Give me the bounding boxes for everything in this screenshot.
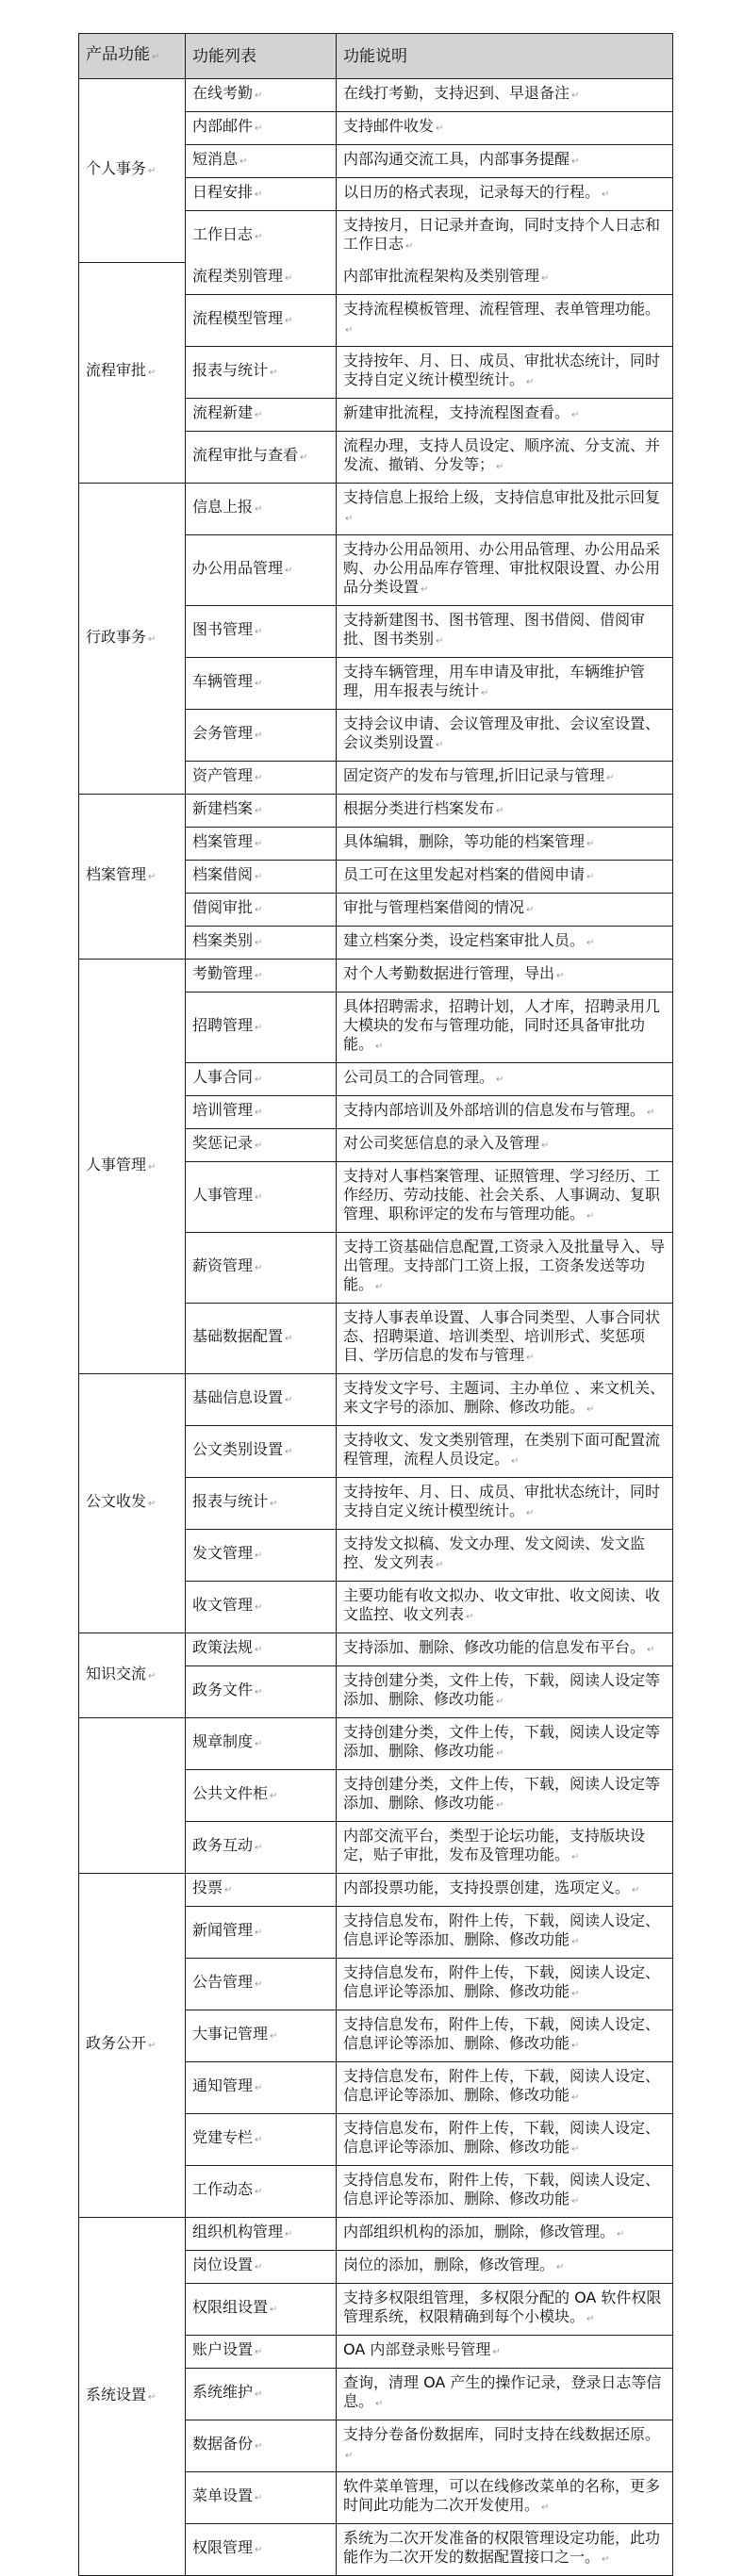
description-text: 支持创建分类，文件上传，下载，阅读人设定等添加、删除、修改功能 ↵ — [343, 1671, 660, 1708]
category-label: 行政事务 ↵ — [86, 628, 156, 646]
description-text: 支持信息发布，附件上传，下载，阅读人设定、信息评论等添加、删除、修改功能 ↵ — [343, 2067, 660, 2104]
description-text: 支持工资基础信息配置,工资录入及批量导入、导出管理。支持部门工资上报，工资条发送等功能。 ↵ — [343, 1238, 665, 1293]
description-text: 具体编辑，删除，等功能的档案管理 ↵ — [343, 832, 594, 850]
description-text: 支持信息发布，附件上传，下载，阅读人设定、信息评论等添加、删除、修改功能 ↵ — [343, 2015, 660, 2052]
feature-cell — [186, 211, 337, 263]
description-text: 内部沟通交流工具，内部事务提醒 ↵ — [343, 150, 579, 168]
category-label: 公文收发 ↵ — [86, 1492, 156, 1510]
feature-label: 公告管理 ↵ — [192, 1973, 262, 1991]
feature-label: 在线考勤 ↵ — [192, 84, 262, 102]
header-product-function: 产品功能 ↵ — [79, 34, 186, 79]
feature-label: 组织机构管理 ↵ — [192, 2223, 292, 2240]
description-cell — [337, 1770, 673, 1822]
description-text: 支持按月，日记录并查询，同时支持个人日志和工作日志 ↵ — [343, 216, 660, 253]
description-text: 支持添加、删除、修改功能的信息发布平台。 ↵ — [343, 1638, 654, 1656]
feature-label: 政务文件 ↵ — [192, 1681, 262, 1698]
description-cell — [337, 2284, 673, 2336]
feature-cell — [186, 861, 337, 894]
feature-cell — [186, 1907, 337, 1959]
description-cell — [337, 927, 673, 960]
description-cell — [337, 606, 673, 658]
feature-label: 投票 ↵ — [192, 1879, 232, 1896]
description-cell — [337, 2524, 673, 2576]
table-row — [79, 262, 673, 295]
description-cell — [337, 710, 673, 762]
description-cell — [337, 484, 673, 535]
feature-label: 报表与统计 ↵ — [192, 361, 277, 379]
feature-cell — [186, 2251, 337, 2284]
description-text: 支持分卷备份数据库，同时支持在线数据还原。 ↵ — [343, 2425, 660, 2462]
description-text: 支持按年、月、日、成员、审批状态统计，同时支持自定义统计模型统计。 ↵ — [343, 1483, 660, 1519]
description-text: 支持发文字号、主题词、主办单位 、来文机关、来文字号的添加、删除、修改功能。 ↵ — [343, 1379, 665, 1416]
description-text: 支持车辆管理，用车申请及审批，车辆维护管理，用车报表与统计 ↵ — [343, 663, 645, 699]
category-cell — [79, 1633, 186, 1718]
feature-label: 发文管理 ↵ — [192, 1544, 262, 1562]
description-text: 根据分类进行档案发布 ↵ — [343, 799, 504, 817]
description-cell — [337, 1063, 673, 1096]
feature-cell — [186, 1063, 337, 1096]
description-cell — [337, 828, 673, 861]
description-cell — [337, 347, 673, 399]
description-cell — [337, 1233, 673, 1304]
description-cell — [337, 1374, 673, 1426]
table-row — [79, 79, 673, 112]
description-text: 内部交流平台，类型于论坛功能，支持版块设定，贴子审批，发布及管理功能。 ↵ — [343, 1827, 645, 1863]
description-cell — [337, 2010, 673, 2062]
feature-label: 流程模型管理 ↵ — [192, 309, 292, 327]
description-text: 支持邮件收发 ↵ — [343, 117, 443, 135]
description-cell — [337, 2166, 673, 2218]
feature-label: 日程安排 ↵ — [192, 183, 262, 201]
feature-label: 岗位设置 ↵ — [192, 2256, 262, 2273]
table-row — [79, 1374, 673, 1426]
feature-label: 档案借阅 ↵ — [192, 865, 262, 883]
feature-label: 档案类别 ↵ — [192, 931, 262, 949]
feature-cell — [186, 145, 337, 178]
feature-label: 办公用品管理 ↵ — [192, 559, 292, 577]
feature-label: 招聘管理 ↵ — [192, 1016, 262, 1034]
feature-cell — [186, 2524, 337, 2576]
description-text: 支持流程模板管理、流程管理、表单管理功能。 ↵ — [343, 300, 660, 336]
description-text: 员工可在这里发起对档案的借阅申请 ↵ — [343, 865, 594, 883]
description-cell — [337, 993, 673, 1063]
feature-cell — [186, 2114, 337, 2166]
feature-cell — [186, 399, 337, 432]
description-cell — [337, 1582, 673, 1633]
category-label: 个人事务 ↵ — [86, 159, 156, 177]
description-text: 建立档案分类，设定档案审批人员。 ↵ — [343, 931, 594, 949]
description-text: 支持发文拟稿、发文办理、发文阅读、发文监控、发文列表 ↵ — [343, 1534, 645, 1571]
feature-cell — [186, 2166, 337, 2218]
feature-cell — [186, 1374, 337, 1426]
description-cell — [337, 861, 673, 894]
category-label: 知识交流 ↵ — [86, 1665, 156, 1682]
description-text: 支持人事表单设置、人事合同类型、人事合同状态、招聘渠道、培训类型、培训形式、奖惩项目、学历信息的发布与管理 ↵ — [343, 1308, 660, 1364]
feature-label: 数据备份 ↵ — [192, 2435, 262, 2453]
description-cell — [337, 960, 673, 993]
description-text: 支持办公用品领用、办公用品管理、办公用品采购、办公用品库存管理、审批权限设置、办公用品分类设置 ↵ — [343, 540, 660, 596]
description-cell — [337, 2251, 673, 2284]
feature-cell — [186, 178, 337, 211]
feature-label: 权限组设置 ↵ — [192, 2298, 277, 2316]
description-cell — [337, 1907, 673, 1959]
description-text: 对个人考勤数据进行管理，导出 ↵ — [343, 964, 564, 982]
description-text: 岗位的添加，删除，修改管理。 ↵ — [343, 2256, 564, 2273]
description-cell — [337, 432, 673, 484]
table-row — [79, 484, 673, 535]
feature-cell — [186, 347, 337, 399]
feature-cell — [186, 2369, 337, 2420]
description-cell — [337, 535, 673, 606]
table-header-row — [79, 34, 673, 79]
feature-label: 政策法规 ↵ — [192, 1638, 262, 1656]
feature-cell — [186, 112, 337, 145]
feature-cell — [186, 1959, 337, 2010]
feature-cell — [186, 658, 337, 710]
description-text: 固定资产的发布与管理,折旧记录与管理 ↵ — [343, 766, 614, 784]
feature-cell — [186, 2420, 337, 2472]
feature-cell — [186, 1822, 337, 1874]
description-text: 支持收文、发文类别管理，在类别下面可配置流程管理，流程人员设定。 ↵ — [343, 1431, 660, 1468]
category-cell — [79, 1718, 186, 1874]
description-text: 对公司奖惩信息的录入及管理 ↵ — [343, 1134, 549, 1152]
description-cell — [337, 1959, 673, 2010]
feature-cell — [186, 2010, 337, 2062]
description-text: 具体招聘需求，招聘计划，人才库，招聘录用几大模块的发布与管理功能，同时还具备审批功能。 ↵ — [343, 997, 660, 1053]
feature-cell — [186, 606, 337, 658]
description-cell — [337, 178, 673, 211]
feature-label: 流程新建 ↵ — [192, 403, 262, 421]
description-text: 支持会议申请、会议管理及审批、会议室设置、会议类别设置 ↵ — [343, 714, 660, 751]
description-text: 内部组织机构的添加，删除，修改管理。 ↵ — [343, 2223, 624, 2240]
feature-label: 工作日志 ↵ — [192, 225, 262, 243]
feature-label: 政务互动 ↵ — [192, 1836, 262, 1854]
category-label: 档案管理 ↵ — [86, 865, 156, 883]
description-text: 支持创建分类，文件上传，下载，阅读人设定等添加、删除、修改功能 ↵ — [343, 1775, 660, 1812]
description-cell — [337, 2472, 673, 2524]
table-row — [79, 960, 673, 993]
feature-cell — [186, 1096, 337, 1129]
feature-cell — [186, 1478, 337, 1530]
description-cell — [337, 1426, 673, 1478]
feature-label: 公共文件柜 ↵ — [192, 1784, 277, 1802]
feature-cell — [186, 1666, 337, 1718]
feature-cell — [186, 1770, 337, 1822]
description-text: 支持信息发布，附件上传，下载，阅读人设定、信息评论等添加、删除、修改功能 ↵ — [343, 2171, 660, 2207]
description-cell — [337, 112, 673, 145]
description-cell — [337, 1162, 673, 1233]
feature-label: 基础数据配置 ↵ — [192, 1327, 292, 1345]
category-cell — [79, 262, 186, 484]
feature-label: 报表与统计 ↵ — [192, 1492, 277, 1510]
description-text: 新建审批流程，支持流程图查看。 ↵ — [343, 403, 579, 421]
description-cell — [337, 1633, 673, 1666]
feature-label: 考勤管理 ↵ — [192, 964, 262, 982]
description-cell — [337, 1129, 673, 1162]
category-cell — [79, 1874, 186, 2218]
feature-label: 大事记管理 ↵ — [192, 2025, 277, 2043]
header-function-description: 功能说明 — [337, 34, 673, 79]
feature-label: 薪资管理 ↵ — [192, 1256, 262, 1274]
description-cell — [337, 894, 673, 927]
feature-cell — [186, 262, 337, 295]
feature-label: 账户设置 ↵ — [192, 2340, 262, 2358]
description-cell — [337, 2062, 673, 2114]
category-label: 流程审批 ↵ — [86, 361, 156, 379]
feature-label: 规章制度 ↵ — [192, 1732, 262, 1750]
feature-label: 新闻管理 ↵ — [192, 1921, 262, 1939]
description-cell — [337, 795, 673, 828]
description-cell — [337, 2218, 673, 2251]
feature-label: 收文管理 ↵ — [192, 1596, 262, 1614]
feature-label: 奖惩记录 ↵ — [192, 1134, 262, 1152]
feature-cell — [186, 927, 337, 960]
description-text: 内部投票功能，支持投票创建，选项定义。 ↵ — [343, 1879, 639, 1896]
feature-cell — [186, 1162, 337, 1233]
description-cell — [337, 2369, 673, 2420]
description-text: 支持内部培训及外部培训的信息发布与管理。 ↵ — [343, 1101, 654, 1119]
description-cell — [337, 762, 673, 795]
category-label: 政务公开 ↵ — [86, 2034, 156, 2052]
feature-cell — [186, 1530, 337, 1582]
feature-cell — [186, 1718, 337, 1770]
table-row — [79, 795, 673, 828]
description-text: 支持按年、月、日、成员、审批状态统计，同时支持自定义统计模型统计。 ↵ — [343, 352, 660, 388]
feature-label: 档案管理 ↵ — [192, 832, 262, 850]
description-text: 支持多权限组管理，多权限分配的 OA 软件权限管理系统，权限精确到每个小模块。 ↵ — [343, 2289, 661, 2325]
feature-cell — [186, 894, 337, 927]
description-cell — [337, 1822, 673, 1874]
feature-cell — [186, 432, 337, 484]
description-cell — [337, 1874, 673, 1907]
feature-label: 信息上报 ↵ — [192, 498, 262, 516]
description-text: 软件菜单管理，可以在线修改菜单的名称，更多时间此功能为二次开发使用。 ↵ — [343, 2477, 660, 2514]
product-features-table — [78, 33, 673, 2576]
feature-label: 车辆管理 ↵ — [192, 672, 262, 690]
category-cell — [79, 79, 186, 263]
feature-cell — [186, 1582, 337, 1633]
feature-cell — [186, 993, 337, 1063]
category-cell — [79, 484, 186, 795]
description-text: 流程办理，支持人员设定、顺序流、分支流、并发流、撤销、分发等； ↵ — [343, 436, 660, 473]
feature-cell — [186, 1233, 337, 1304]
feature-label: 新建档案 ↵ — [192, 799, 262, 817]
feature-label: 通知管理 ↵ — [192, 2076, 262, 2094]
feature-label: 基础信息设置 ↵ — [192, 1388, 292, 1406]
description-cell — [337, 1096, 673, 1129]
feature-cell — [186, 960, 337, 993]
description-cell — [337, 1666, 673, 1718]
description-text: 在线打考勤，支持迟到、早退备注 ↵ — [343, 84, 579, 102]
description-text: 审批与管理档案借阅的情况 ↵ — [343, 898, 534, 916]
feature-cell — [186, 2062, 337, 2114]
feature-label: 内部邮件 ↵ — [192, 117, 262, 135]
category-cell — [79, 1374, 186, 1633]
description-text: 支持信息发布，附件上传，下载，阅读人设定、信息评论等添加、删除、修改功能 ↵ — [343, 1963, 660, 2000]
feature-cell — [186, 1633, 337, 1666]
description-cell — [337, 1718, 673, 1770]
description-text: 支持信息上报给上级，支持信息审批及批示回复 ↵ — [343, 488, 660, 525]
feature-cell — [186, 1874, 337, 1907]
category-cell — [79, 2218, 186, 2576]
feature-cell — [186, 795, 337, 828]
table-row — [79, 1718, 673, 1770]
feature-label: 系统维护 ↵ — [192, 2383, 262, 2401]
description-cell — [337, 1530, 673, 1582]
description-cell — [337, 399, 673, 432]
description-text: 支持信息发布，附件上传，下载，阅读人设定、信息评论等添加、删除、修改功能 ↵ — [343, 2119, 660, 2156]
feature-label: 公文类别设置 ↵ — [192, 1440, 292, 1458]
description-text: 公司员工的合同管理。 ↵ — [343, 1068, 504, 1086]
description-cell — [337, 79, 673, 112]
description-text: 主要功能有收文拟办、收文审批、收文阅读、收文监控、收文列表 ↵ — [343, 1586, 660, 1623]
feature-cell — [186, 2284, 337, 2336]
feature-label: 权限管理 ↵ — [192, 2538, 262, 2556]
feature-label: 人事管理 ↵ — [192, 1186, 262, 1204]
feature-cell — [186, 2472, 337, 2524]
description-cell — [337, 145, 673, 178]
feature-cell — [186, 484, 337, 535]
description-text: 支持信息发布，附件上传，下载，阅读人设定、信息评论等添加、删除、修改功能 ↵ — [343, 1911, 660, 1948]
feature-label: 资产管理 ↵ — [192, 766, 262, 784]
feature-label: 短消息 ↵ — [192, 150, 247, 168]
description-cell — [337, 2114, 673, 2166]
description-cell — [337, 295, 673, 347]
feature-cell — [186, 1426, 337, 1478]
feature-label: 菜单设置 ↵ — [192, 2486, 262, 2504]
feature-label: 流程审批与查看 ↵ — [192, 446, 307, 464]
product-features-table-wrap — [78, 33, 673, 2576]
description-text: OA 内部登录账号管理 ↵ — [343, 2340, 501, 2358]
category-cell — [79, 795, 186, 960]
feature-cell — [186, 2218, 337, 2251]
description-text: 系统为二次开发准备的权限管理设定功能，此功能作为二次开发的数据配置接口之一。 ↵ — [343, 2529, 660, 2566]
description-cell — [337, 658, 673, 710]
feature-label: 人事合同 ↵ — [192, 1068, 262, 1086]
feature-label: 培训管理 ↵ — [192, 1101, 262, 1119]
header-function-list: 功能列表 — [186, 34, 337, 79]
description-text: 支持对人事档案管理、证照管理、学习经历、工作经历、劳动技能、社会关系、人事调动、复职管理、职称评定的发布与管理功能。 ↵ — [343, 1167, 660, 1222]
feature-cell — [186, 1129, 337, 1162]
description-cell — [337, 2420, 673, 2472]
category-label: 人事管理 ↵ — [86, 1156, 156, 1173]
description-cell — [337, 262, 673, 295]
category-label: 系统设置 ↵ — [86, 2386, 156, 2404]
feature-cell — [186, 295, 337, 347]
table-row — [79, 1633, 673, 1666]
description-cell — [337, 1304, 673, 1374]
feature-label: 会务管理 ↵ — [192, 724, 262, 742]
description-cell — [337, 1478, 673, 1530]
feature-cell — [186, 762, 337, 795]
table-row — [79, 1874, 673, 1907]
description-text: 内部审批流程架构及类别管理 ↵ — [343, 267, 549, 285]
description-text: 支持创建分类，文件上传，下载，阅读人设定等添加、删除、修改功能 ↵ — [343, 1723, 660, 1760]
feature-cell — [186, 1304, 337, 1374]
description-text: 查询，清理 OA 产生的操作记录，登录日志等信息。 ↵ — [343, 2373, 661, 2410]
description-cell — [337, 211, 673, 263]
description-text: 支持新建图书、图书管理、图书借阅、借阅审批、图书类别 ↵ — [343, 611, 645, 648]
feature-label: 流程类别管理 ↵ — [192, 267, 292, 285]
category-cell — [79, 960, 186, 1374]
table-row — [79, 2218, 673, 2251]
description-cell — [337, 2336, 673, 2369]
feature-cell — [186, 535, 337, 606]
feature-label: 党建专栏 ↵ — [192, 2128, 262, 2146]
feature-cell — [186, 79, 337, 112]
feature-cell — [186, 828, 337, 861]
description-text: 以日历的格式表现，记录每天的行程。 ↵ — [343, 183, 609, 201]
feature-cell — [186, 2336, 337, 2369]
feature-cell — [186, 710, 337, 762]
feature-label: 工作动态 ↵ — [192, 2180, 262, 2198]
feature-label: 借阅审批 ↵ — [192, 898, 262, 916]
feature-label: 图书管理 ↵ — [192, 620, 262, 638]
